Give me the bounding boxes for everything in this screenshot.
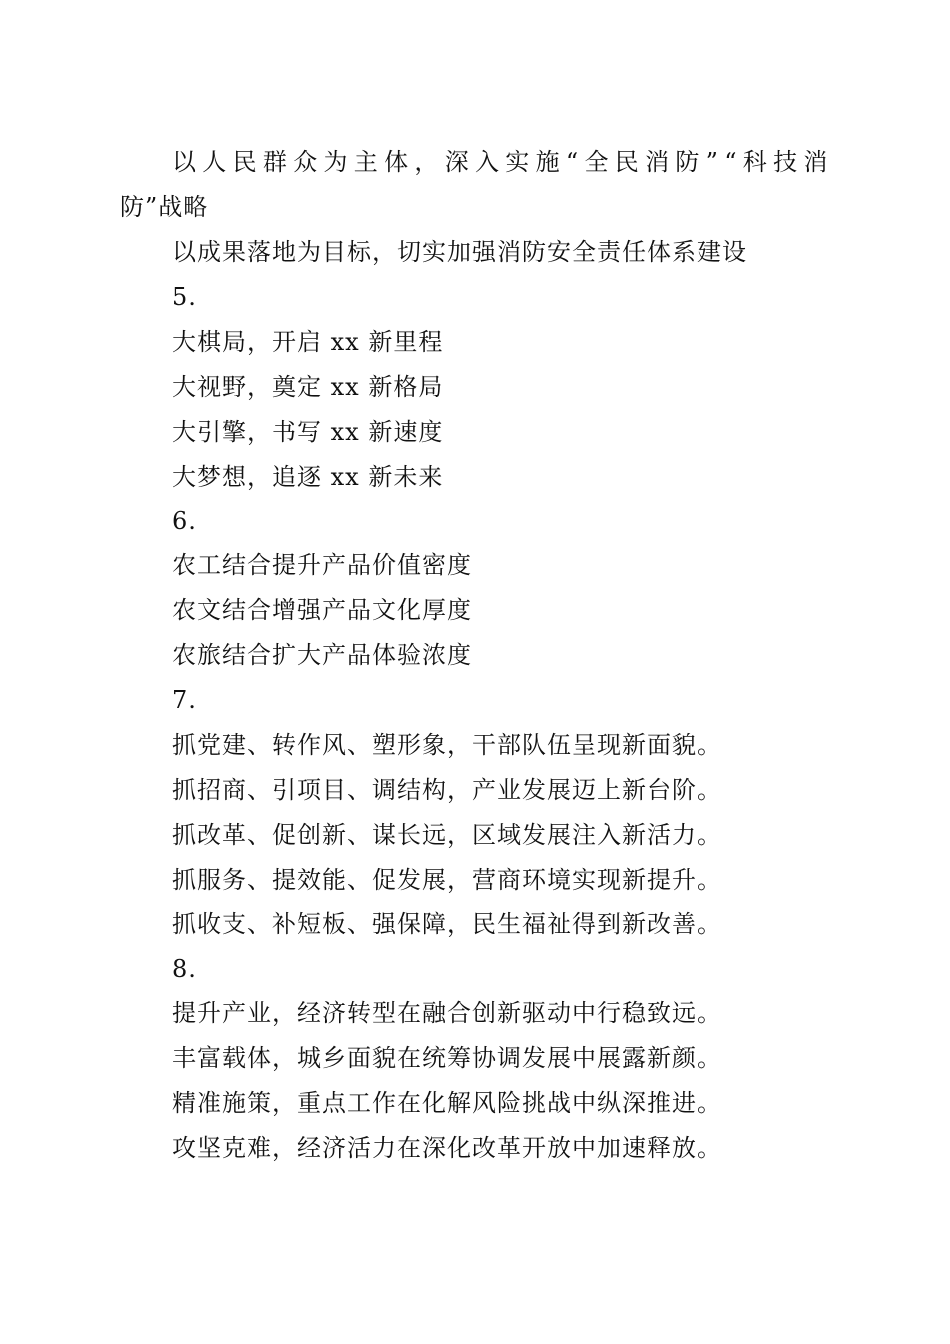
list-item-8-3: 精准施策，重点工作在化解风险挑战中纵深推进。 <box>172 1089 722 1117</box>
list-item-6-2: 农文结合增强产品文化厚度 <box>172 596 472 624</box>
list-item-7-2: 抓招商、引项目、调结构，产业发展迈上新台阶。 <box>172 776 722 804</box>
list-item-7-5: 抓收支、补短板、强保障，民生福祉得到新改善。 <box>172 910 722 938</box>
paragraph-responsibility: 以成果落地为目标，切实加强消防安全责任体系建设 <box>172 238 747 266</box>
list-item-7-3: 抓改革、促创新、谋长远，区域发展注入新活力。 <box>172 821 722 849</box>
section-number-5: 5. <box>172 283 197 311</box>
list-item-6-1: 农工结合提升产品价值密度 <box>172 551 472 579</box>
list-item-7-1: 抓党建、转作风、塑形象，干部队伍呈现新面貌。 <box>172 731 722 759</box>
list-item-5-2: 大视野，奠定 xx 新格局 <box>172 373 444 401</box>
list-item-8-1: 提升产业，经济转型在融合创新驱动中行稳致远。 <box>172 999 722 1027</box>
list-item-7-4: 抓服务、提效能、促发展，营商环境实现新提升。 <box>172 866 722 894</box>
list-item-8-2: 丰富载体，城乡面貌在统筹协调发展中展露新颜。 <box>172 1044 722 1072</box>
section-number-7: 7. <box>172 686 197 714</box>
section-number-8: 8. <box>172 955 197 983</box>
list-item-8-4: 攻坚克难，经济活力在深化改革开放中加速释放。 <box>172 1134 722 1162</box>
paragraph-strategy-line-2: 防”战略 <box>120 193 209 221</box>
list-item-5-1: 大棋局，开启 xx 新里程 <box>172 328 444 356</box>
paragraph-strategy-line-1: 以人民群众为主体，深入实施“全民消防”“科技消 <box>172 148 834 176</box>
list-item-5-3: 大引擎，书写 xx 新速度 <box>172 418 444 446</box>
list-item-6-3: 农旅结合扩大产品体验浓度 <box>172 641 472 669</box>
section-number-6: 6. <box>172 507 197 535</box>
list-item-5-4: 大梦想，追逐 xx 新未来 <box>172 463 444 491</box>
